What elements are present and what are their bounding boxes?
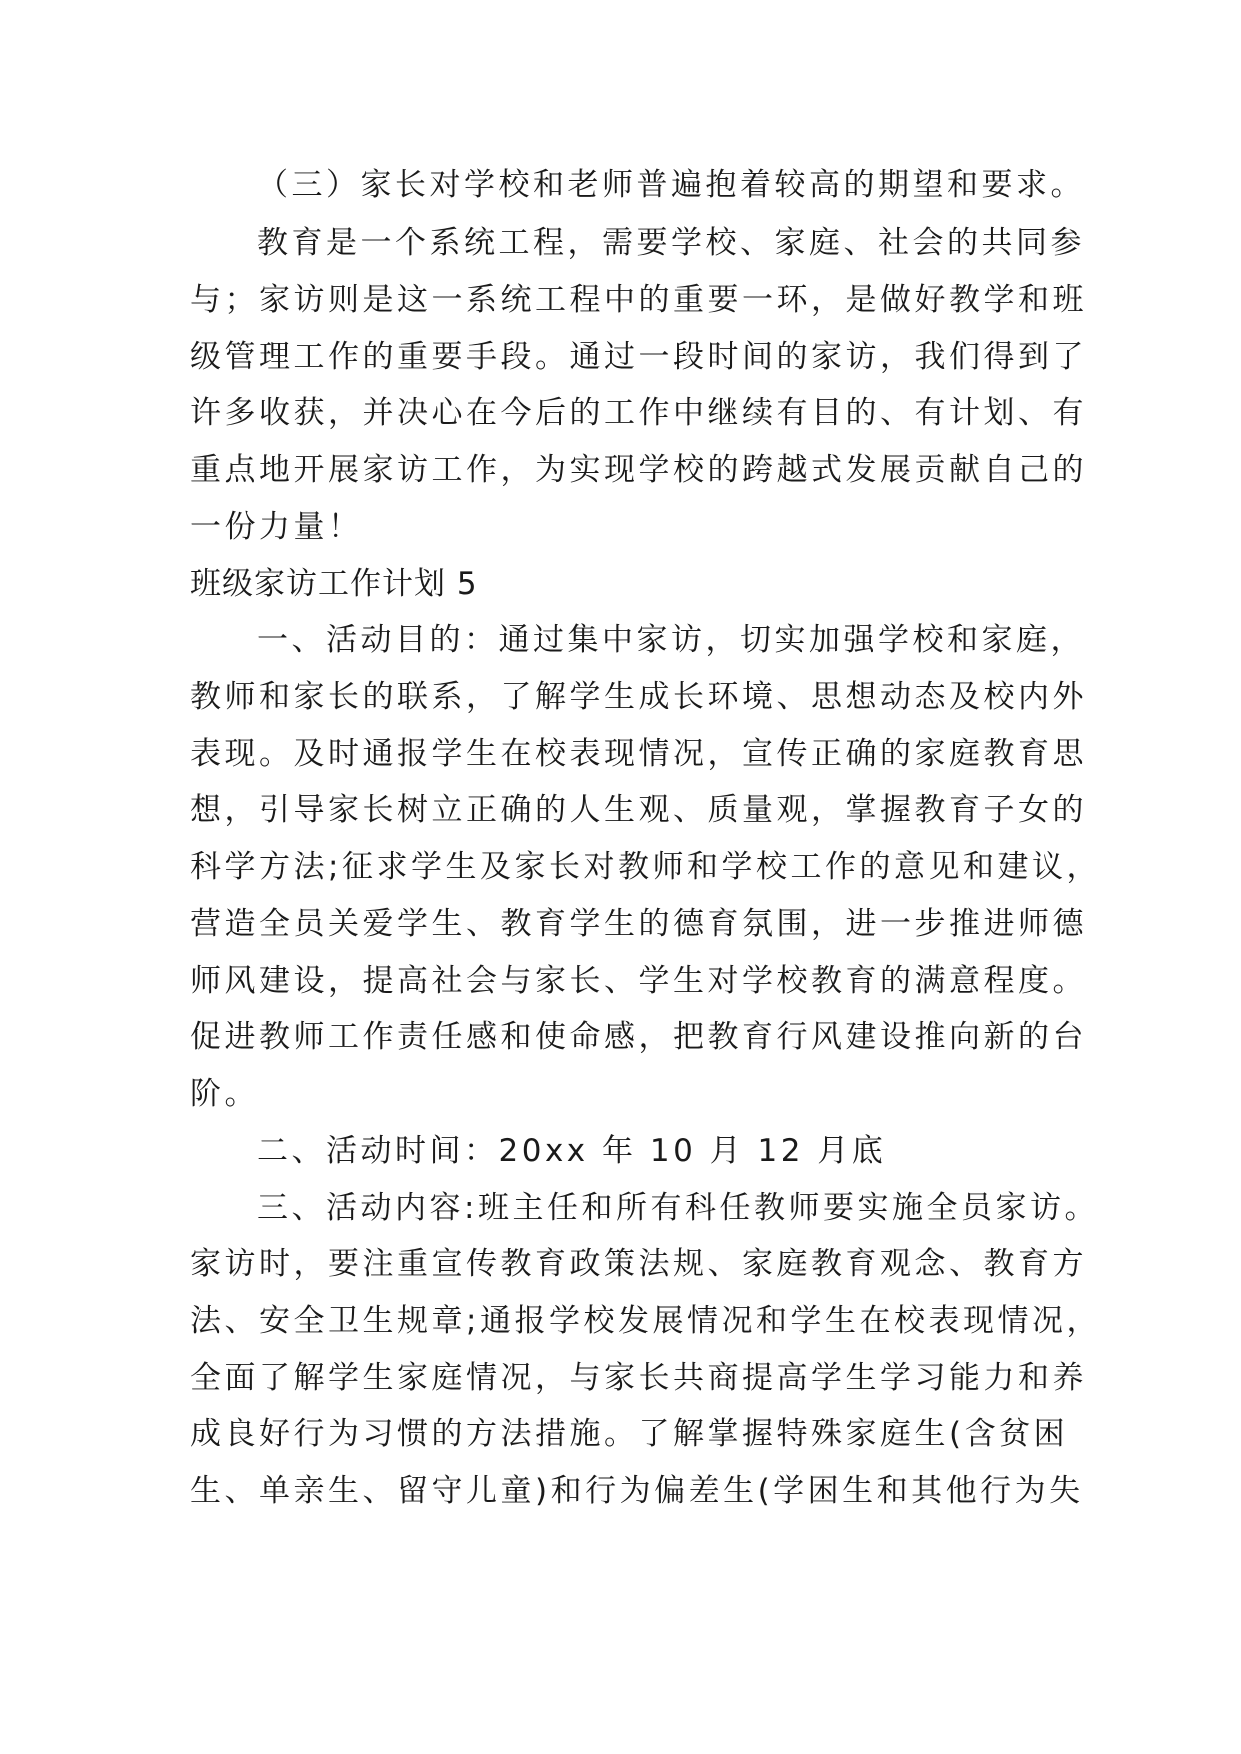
text-line: 许多收获，并决心在今后的工作中继续有目的、有计划、有 (190, 395, 1087, 431)
text-line: 想，引导家长树立正确的人生观、质量观，掌握教育子女的 (190, 792, 1087, 828)
text-line: 营造全员关爱学生、教育学生的德育氛围，进一步推进师德 (190, 906, 1087, 942)
text-line: 一份力量！ (190, 509, 363, 545)
text-line: 促进教师工作责任感和使命感，把教育行风建设推向新的台 (190, 1019, 1087, 1055)
text-line: 家访时，要注重宣传教育政策法规、家庭教育观念、教育方 (190, 1246, 1087, 1282)
text-line: 与；家访则是这一系统工程中的重要一环，是做好教学和班 (190, 282, 1087, 318)
text-line: 法、安全卫生规章;通报学校发展情况和学生在校表现情况， (190, 1303, 1101, 1339)
text-line: （三）家长对学校和老师普遍抱着较高的期望和要求。 (257, 167, 1085, 203)
text-line: 全面了解学生家庭情况，与家长共商提高学生学习能力和养 (190, 1360, 1087, 1396)
text-line: 成良好行为习惯的方法措施。了解掌握特殊家庭生(含贫困 (190, 1416, 1069, 1452)
text-line: 教育是一个系统工程，需要学校、家庭、社会的共同参 (257, 225, 1085, 261)
text-line: 二、活动时间：20xx 年 10 月 12 月底 (257, 1133, 887, 1169)
text-line: 一、活动目的：通过集中家访，切实加强学校和家庭， (257, 622, 1085, 658)
text-line: 师风建设，提高社会与家长、学生对学校教育的满意程度。 (190, 963, 1087, 999)
text-line: 表现。及时通报学生在校表现情况，宣传正确的家庭教育思 (190, 736, 1087, 772)
section-heading: 班级家访工作计划 5 (190, 566, 478, 602)
text-line: 三、活动内容:班主任和所有科任教师要实施全员家访。 (257, 1190, 1099, 1226)
text-line: 科学方法;征求学生及家长对教师和学校工作的意见和建议， (190, 849, 1101, 885)
text-line: 生、单亲生、留守儿童)和行为偏差生(学困生和其他行为失 (190, 1473, 1084, 1509)
text-line: 级管理工作的重要手段。通过一段时间的家访，我们得到了 (190, 339, 1087, 375)
text-line: 教师和家长的联系，了解学生成长环境、思想动态及校内外 (190, 679, 1087, 715)
text-line: 重点地开展家访工作，为实现学校的跨越式发展贡献自己的 (190, 452, 1087, 488)
text-line: 阶。 (190, 1076, 259, 1112)
